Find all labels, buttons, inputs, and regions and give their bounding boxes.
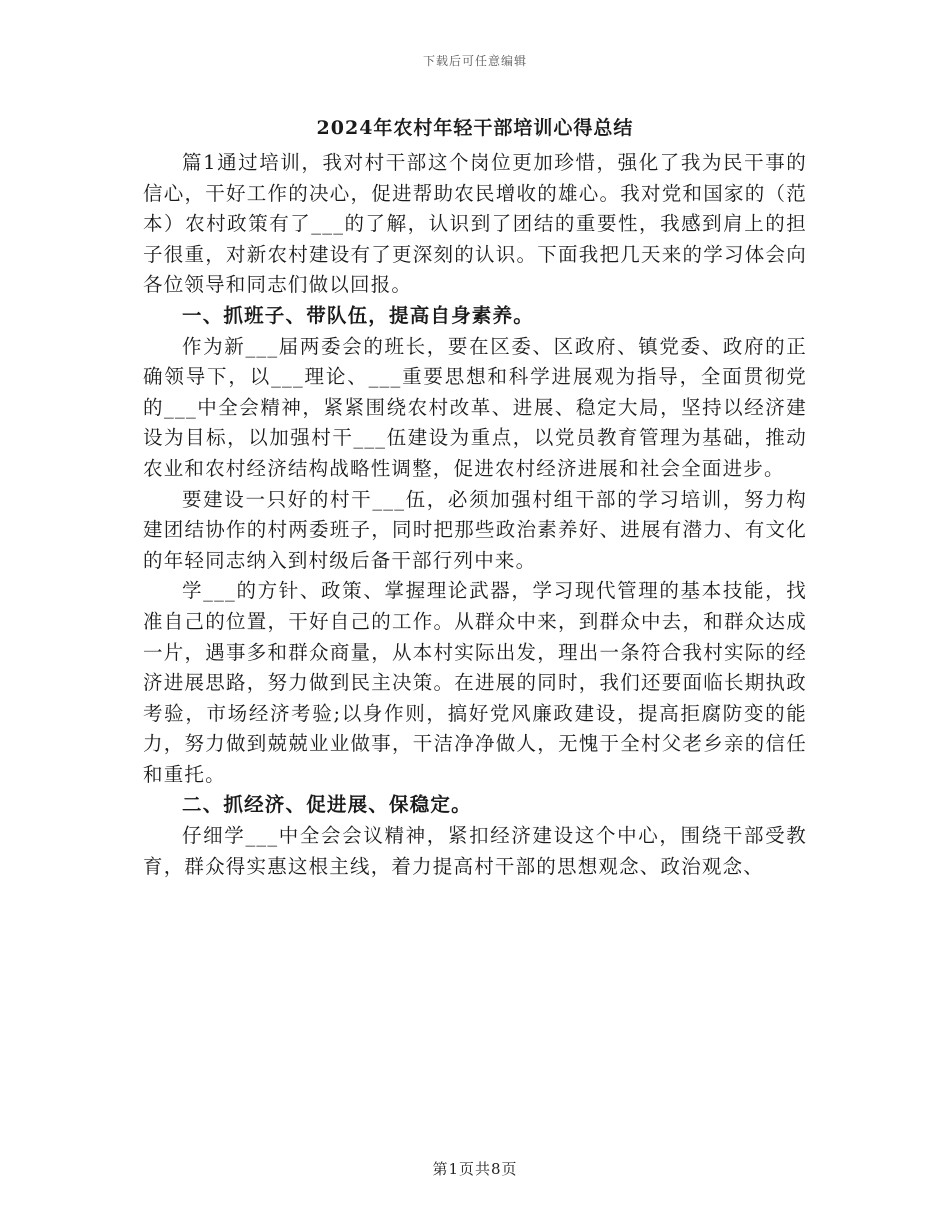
page-footer-page-number: 第1页共8页 (432, 1160, 518, 1178)
page-header-note: 下载后可任意编辑 (422, 54, 527, 68)
paragraph: 要建设一只好的村干___伍，必须加强村组干部的学习培训，努力构建团结协作的村两委班子，同时把那些政治素养好、进展有潜力、有文化的年轻同志纳入到村级后备干部行列中来。 (143, 487, 807, 572)
document-title: 2024年农村年轻干部培训心得总结 (316, 117, 634, 139)
paragraph: 作为新___届两委会的班长，要在区委、区政府、镇党委、政府的正确领导下，以___理论、___重要思想和科学进展观为指导，全面贯彻党的___中全会精神，紧紧围绕农村改革、进展、稳定大局，坚持以经济建设为目标，以加强村干___伍建设为重点，以党员教育管理为基础，推动农业和农村经济结构战略性调整，促进农村经济进展和社会全面进步。 (143, 334, 807, 480)
paragraph: 篇1通过培训，我对村干部这个岗位更加珍惜，强化了我为民干事的信心，干好工作的决心，促进帮助农民增收的雄心。我对党和国家的（范本）农村政策有了___的了解，认识到了团结的重要性，我感到肩上的担子很重，对新农村建设有了更深刻的认识。下面我把几天来的学习体会向各位领导和同志们做以回报。 (143, 151, 807, 297)
paragraph: 仔细学___中全会会议精神，紧扣经济建设这个中心，围绕干部受教育，群众得实惠这根主线，着力提高村干部的思想观念、政治观念、 (143, 824, 807, 878)
section-heading: 二、抓经济、促进展、保稳定。 (182, 793, 472, 817)
section-heading: 一、抓班子、带队伍，提高自身素养。 (182, 303, 534, 327)
paragraph: 学___的方针、政策、掌握理论武器，学习现代管理的基本技能，找准自己的位置，干好自己的工作。从群众中来，到群众中去，和群众达成一片，遇事多和群众商量，从本村实际出发，理出一条符合我村实际的经济进展思路，努力做到民主决策。在进展的同时，我们还要面临长期执政考验，市场经济考验;以身作则，搞好党风廉政建设，提高拒腐防变的能力，努力做到兢兢业业做事，干洁净净做人，无愧于全村父老乡亲的信任和重托。 (143, 579, 807, 786)
document-body (143, 148, 807, 882)
